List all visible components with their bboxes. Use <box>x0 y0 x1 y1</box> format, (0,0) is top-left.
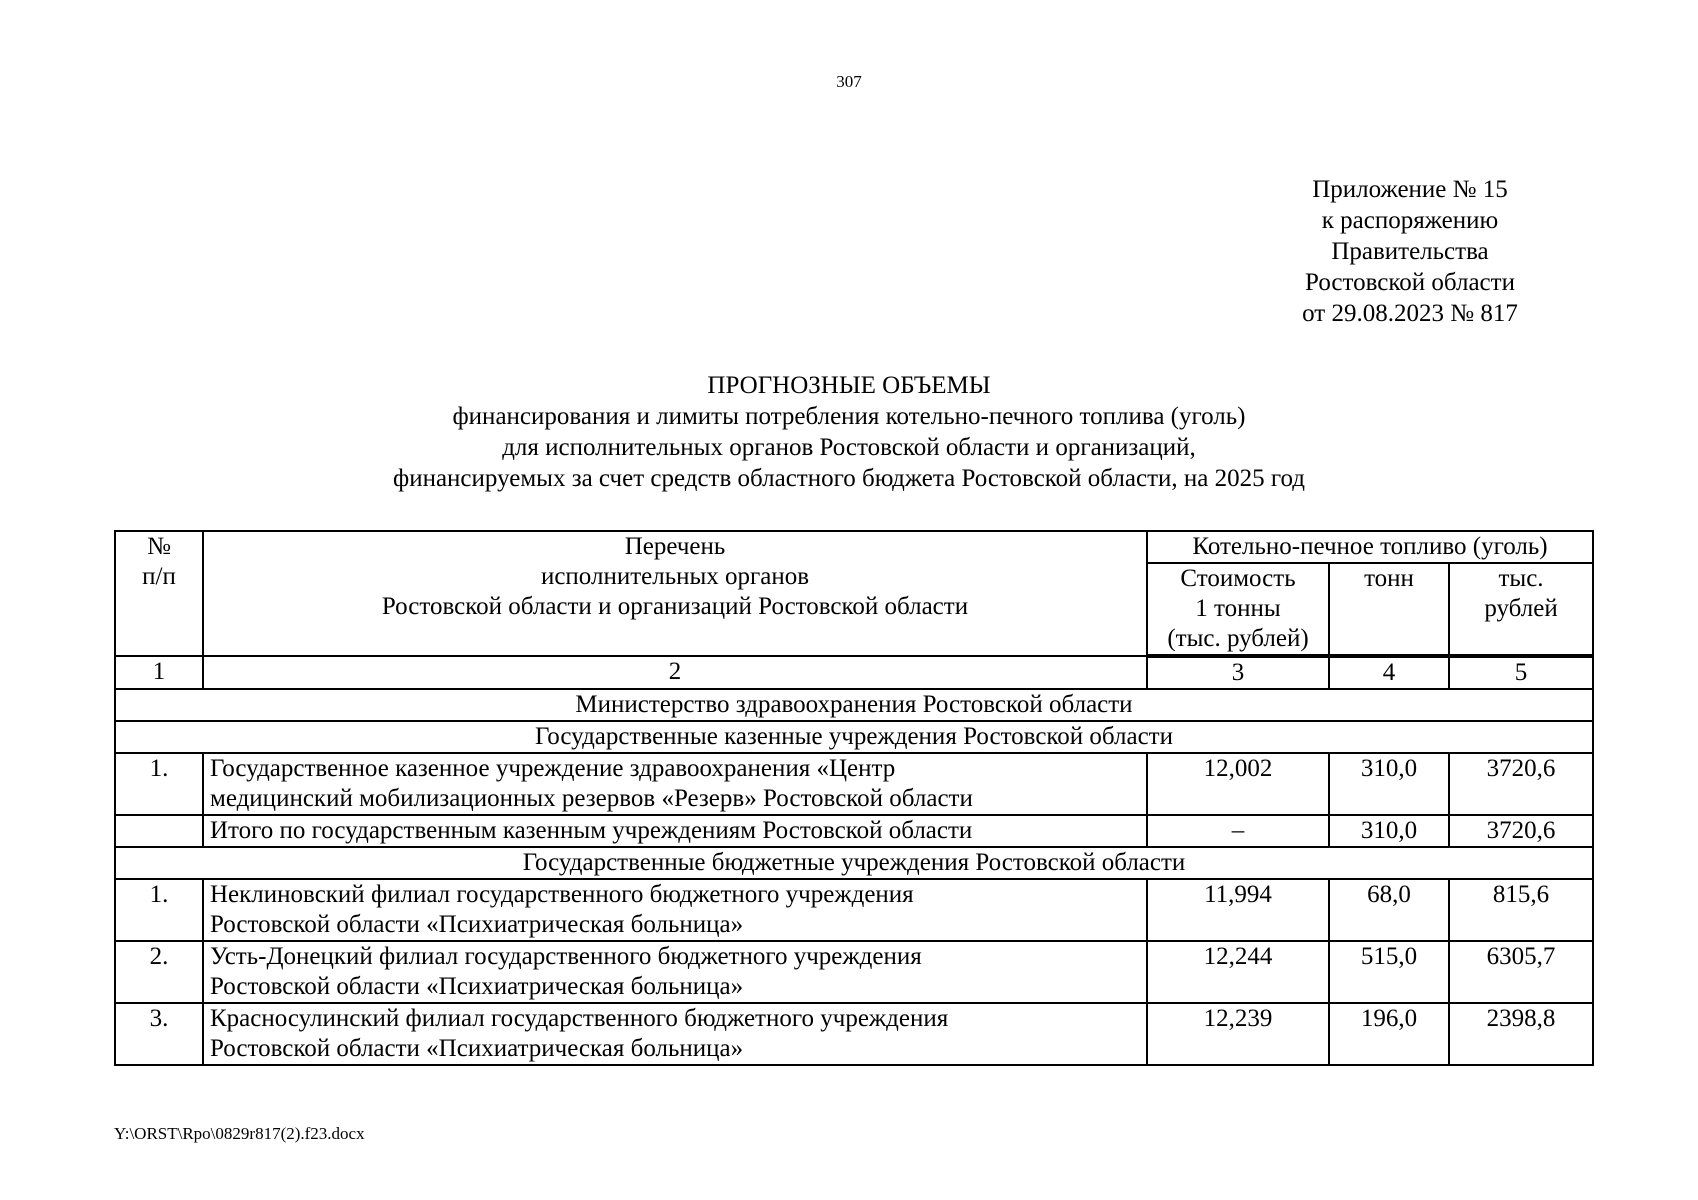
row-tons: 515,0 <box>1329 941 1449 1003</box>
row-rub: 815,6 <box>1449 879 1593 941</box>
row-num: 1. <box>115 879 203 941</box>
header-fuel-group: Котельно-печное топливо (уголь) <box>1147 531 1593 563</box>
appendix-line: Ростовской области <box>1305 269 1515 296</box>
column-number: 5 <box>1449 656 1593 689</box>
title-line: финансирования и лимиты потребления котельно-печного топлива (уголь) <box>452 403 1246 430</box>
column-number: 3 <box>1147 656 1329 689</box>
row-cost: 12,239 <box>1147 1003 1329 1065</box>
row-num <box>115 815 203 847</box>
row-num: 1. <box>115 753 203 815</box>
title-line: для исполнительных органов Ростовской области и организаций, <box>502 434 1196 461</box>
row-name: Государственное казенное учреждение здравоохранения «Центр медицинский мобилизационных резервов «Резерв» Ростовской области <box>203 753 1147 815</box>
ministry-title: Министерство здравоохранения Ростовской области <box>115 689 1593 721</box>
total-tons: 310,0 <box>1329 815 1449 847</box>
section-title: Государственные казенные учреждения Ростовской области <box>115 721 1593 753</box>
row-tons: 310,0 <box>1329 753 1449 815</box>
appendix-line: Правительства <box>1331 238 1489 265</box>
column-number: 4 <box>1329 656 1449 689</box>
section-row <box>115 847 1593 879</box>
table-row <box>115 941 1593 1003</box>
row-name: Неклиновский филиал государственного бюджетного учреждения Ростовской области «Психиатрическая больница» <box>203 879 1147 941</box>
appendix-line: к распоряжению <box>1321 207 1499 234</box>
header-cost: Стоимость 1 тонны (тыс. рублей) <box>1147 563 1329 656</box>
row-rub: 3720,6 <box>1449 753 1593 815</box>
file-path: Y:\ORST\Rpo\0829r817(2).f23.docx <box>114 1124 365 1143</box>
page-number: 307 <box>836 72 862 91</box>
row-cost: 12,002 <box>1147 753 1329 815</box>
row-tons: 196,0 <box>1329 1003 1449 1065</box>
appendix-line: от 29.08.2023 № 817 <box>1302 300 1518 327</box>
total-cost: – <box>1147 815 1329 847</box>
title-line: финансируемых за счет средств областного бюджета Ростовской области, на 2025 год <box>393 465 1305 492</box>
appendix-line: Приложение № 15 <box>1312 176 1508 203</box>
table-row <box>115 1003 1593 1065</box>
document-title <box>0 370 1698 494</box>
table-row <box>115 753 1593 815</box>
table-header-row <box>115 531 1593 563</box>
appendix-block <box>1260 174 1560 329</box>
section-row <box>115 721 1593 753</box>
row-name: Красносулинский филиал государственного бюджетного учреждения Ростовской области «Психиатрическая больница» <box>203 1003 1147 1065</box>
row-tons: 68,0 <box>1329 879 1449 941</box>
header-list: Перечень исполнительных органов Ростовской области и организаций Ростовской области <box>203 531 1147 656</box>
column-number: 2 <box>203 656 1147 689</box>
row-num: 3. <box>115 1003 203 1065</box>
row-name: Усть-Донецкий филиал государственного бюджетного учреждения Ростовской области «Психиатрическая больница» <box>203 941 1147 1003</box>
ministry-row <box>115 689 1593 721</box>
row-cost: 11,994 <box>1147 879 1329 941</box>
title-heading: ПРОГНОЗНЫЕ ОБЪЕМЫ <box>707 372 991 399</box>
column-number: 1 <box>115 656 203 689</box>
row-num: 2. <box>115 941 203 1003</box>
header-rub: тыс. рублей <box>1449 563 1593 656</box>
row-cost: 12,244 <box>1147 941 1329 1003</box>
total-name: Итого по государственным казенным учреждениям Ростовской области <box>203 815 1147 847</box>
table-row <box>115 879 1593 941</box>
section-title: Государственные бюджетные учреждения Ростовской области <box>115 847 1593 879</box>
row-rub: 6305,7 <box>1449 941 1593 1003</box>
header-tons: тонн <box>1329 563 1449 656</box>
row-rub: 2398,8 <box>1449 1003 1593 1065</box>
column-number-row <box>115 656 1593 689</box>
total-rub: 3720,6 <box>1449 815 1593 847</box>
fuel-volumes-table <box>114 530 1594 1066</box>
total-row <box>115 815 1593 847</box>
header-num: № п/п <box>115 531 203 656</box>
